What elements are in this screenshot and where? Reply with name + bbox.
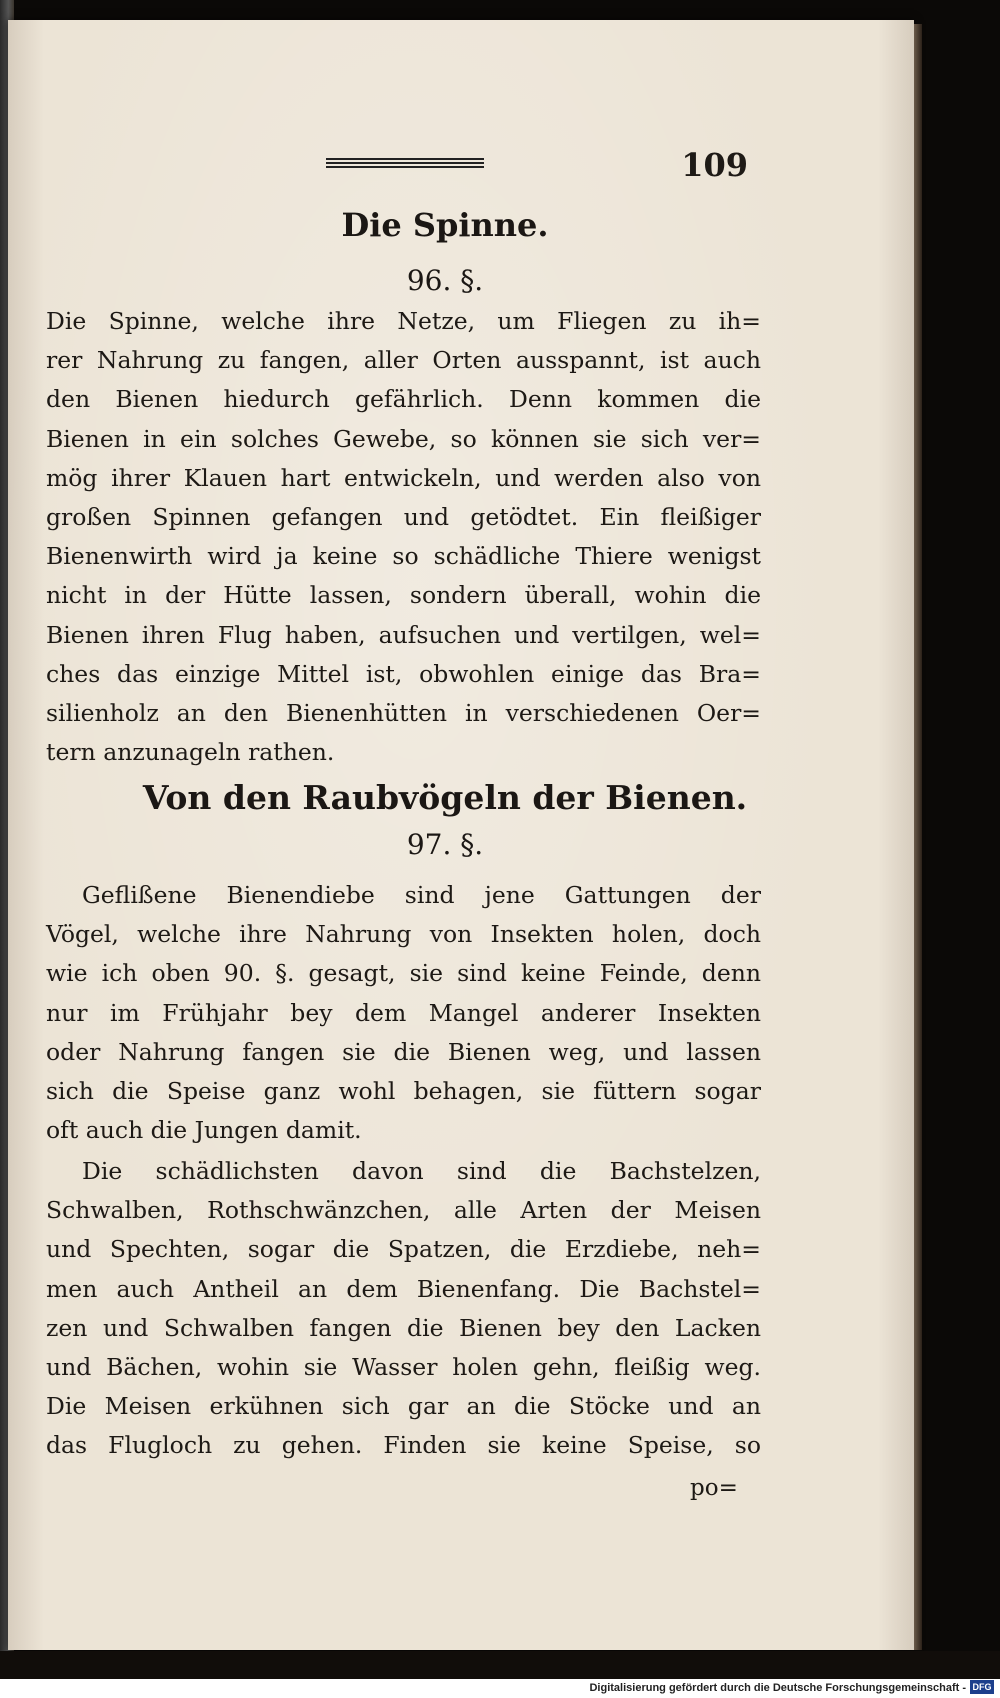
text-line: rer Nahrung zu fangen, aller Orten ausspannt, ist auch — [46, 346, 761, 375]
page-number: 109 — [681, 146, 748, 184]
body-paragraph-spider — [46, 302, 761, 772]
section-title-spider: Die Spinne. — [341, 206, 549, 244]
text-line: Vögel, welche ihre Nahrung von Insekten holen, doch — [46, 920, 761, 949]
scan-bottom-border — [0, 1651, 1000, 1679]
text-line: nur im Frühjahr bey dem Mangel anderer Insekten — [46, 998, 761, 1027]
section-title-birds-of-prey: Von den Raubvögeln der Bienen. — [142, 778, 748, 817]
paragraph-mark-96: 96. §. — [406, 264, 484, 297]
text-line: Die schädlichsten davon sind die Bachstelzen, — [82, 1157, 761, 1185]
text-line: men auch Antheil an dem Bienenfang. Die Bachstel= — [46, 1274, 761, 1303]
body-paragraph-bee-thieves — [46, 876, 761, 1150]
text-line: nicht in der Hütte lassen, sondern überall, wohin die — [46, 581, 761, 610]
paragraph-mark-97: 97. §. — [406, 828, 484, 861]
text-line: Bienen ihren Flug haben, aufsuchen und vertilgen, wel= — [46, 620, 761, 649]
text-line: tern anzunageln rathen. — [46, 738, 335, 767]
text-line: silienholz an den Bienenhütten in verschiedenen Oer= — [46, 698, 761, 727]
text-line: das Flugloch zu gehen. Finden sie keine Speise, so — [46, 1431, 761, 1460]
text-line: oft auch die Jungen damit. — [46, 1116, 362, 1145]
text-line: und Spechten, sogar die Spatzen, die Erzdiebe, neh= — [46, 1235, 761, 1264]
text-line: Die Meisen erkühnen sich gar an die Stöcke und an — [46, 1392, 761, 1421]
body-paragraph-harmful-birds — [46, 1152, 761, 1466]
text-line: Geflißene Bienendiebe sind jene Gattungen der — [82, 881, 761, 909]
text-line: Schwalben, Rothschwänzchen, alle Arten der Meisen — [46, 1196, 761, 1225]
header-ornament-rule — [326, 158, 484, 166]
text-line: mög ihrer Klauen hart entwickeln, und werden also von — [46, 463, 761, 492]
text-line: wie ich oben 90. §. gesagt, sie sind keine Feinde, denn — [46, 959, 761, 988]
text-line: den Bienen hiedurch gefährlich. Denn kommen die — [46, 385, 761, 414]
page-edge-shadow — [914, 24, 922, 1650]
digitization-credit: Digitalisierung gefördert durch die Deutsche Forschungsgemeinschaft - — [589, 1682, 966, 1694]
text-line: großen Spinnen gefangen und getödtet. Ein fleißiger — [46, 502, 761, 531]
text-line: und Bächen, wohin sie Wasser holen gehn, fleißig weg. — [46, 1352, 761, 1381]
text-line: sich die Speise ganz wohl behagen, sie füttern sogar — [46, 1076, 761, 1105]
text-line: Die Spinne, welche ihre Netze, um Fliegen zu ih= — [46, 307, 761, 335]
text-line: Bienenwirth wird ja keine so schädliche Thiere wenigst — [46, 542, 761, 571]
dfg-logo: DFG — [970, 1680, 994, 1694]
text-line: ches das einzige Mittel ist, obwohlen einige das Bra= — [46, 659, 761, 688]
text-line: zen und Schwalben fangen die Bienen bey den Lacken — [46, 1313, 761, 1342]
catchword: po= — [690, 1475, 738, 1501]
text-line: oder Nahrung fangen sie die Bienen weg, und lassen — [46, 1037, 761, 1066]
text-line: Bienen in ein solches Gewebe, so können sie sich ver= — [46, 424, 761, 453]
